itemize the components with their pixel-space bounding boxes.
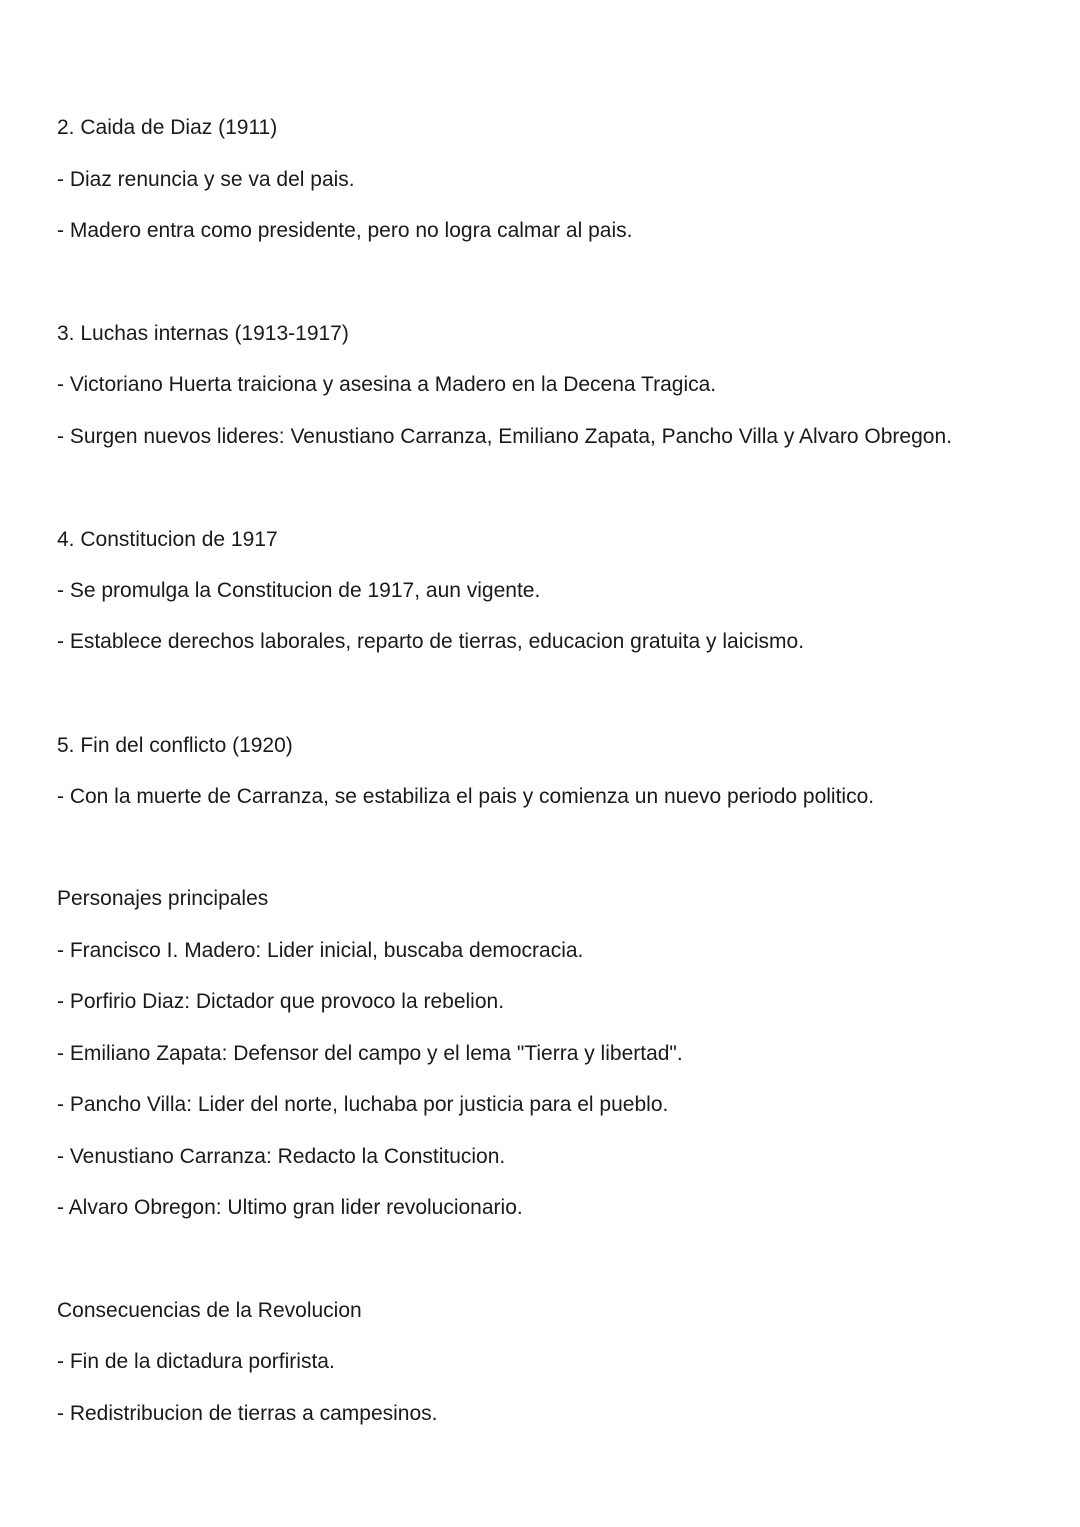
- list-item: - Se promulga la Constitucion de 1917, aun vigente.: [57, 579, 541, 602]
- list-item: - Con la muerte de Carranza, se estabiliza el pais y comienza un nuevo periodo politico.: [57, 785, 875, 808]
- section-heading: Personajes principales: [57, 887, 269, 910]
- list-item: - Emiliano Zapata: Defensor del campo y el lema "Tierra y libertad".: [57, 1042, 683, 1065]
- list-item: - Victoriano Huerta traiciona y asesina a Madero en la Decena Tragica.: [57, 373, 717, 396]
- section-heading: Consecuencias de la Revolucion: [57, 1299, 362, 1322]
- list-item: - Diaz renuncia y se va del pais.: [57, 168, 355, 191]
- list-item: - Venustiano Carranza: Redacto la Constitucion.: [57, 1145, 506, 1168]
- list-item: - Redistribucion de tierras a campesinos.: [57, 1402, 438, 1425]
- section-heading: 3. Luchas internas (1913-1917): [57, 322, 349, 345]
- list-item: - Establece derechos laborales, reparto de tierras, educacion gratuita y laicismo.: [57, 630, 805, 653]
- list-item: - Francisco I. Madero: Lider inicial, buscaba democracia.: [57, 939, 584, 962]
- list-item: - Porfirio Diaz: Dictador que provoco la rebelion.: [57, 990, 505, 1013]
- section-heading: 4. Constitucion de 1917: [57, 528, 278, 551]
- section-heading: 2. Caida de Diaz (1911): [57, 116, 278, 139]
- list-item: - Alvaro Obregon: Ultimo gran lider revolucionario.: [57, 1196, 523, 1219]
- list-item: - Surgen nuevos lideres: Venustiano Carranza, Emiliano Zapata, Pancho Villa y Alvaro Obregon.: [57, 425, 952, 448]
- list-item: - Pancho Villa: Lider del norte, luchaba por justicia para el pueblo.: [57, 1093, 669, 1116]
- section-heading: 5. Fin del conflicto (1920): [57, 734, 293, 757]
- list-item: - Fin de la dictadura porfirista.: [57, 1350, 335, 1373]
- list-item: - Madero entra como presidente, pero no logra calmar al pais.: [57, 219, 633, 242]
